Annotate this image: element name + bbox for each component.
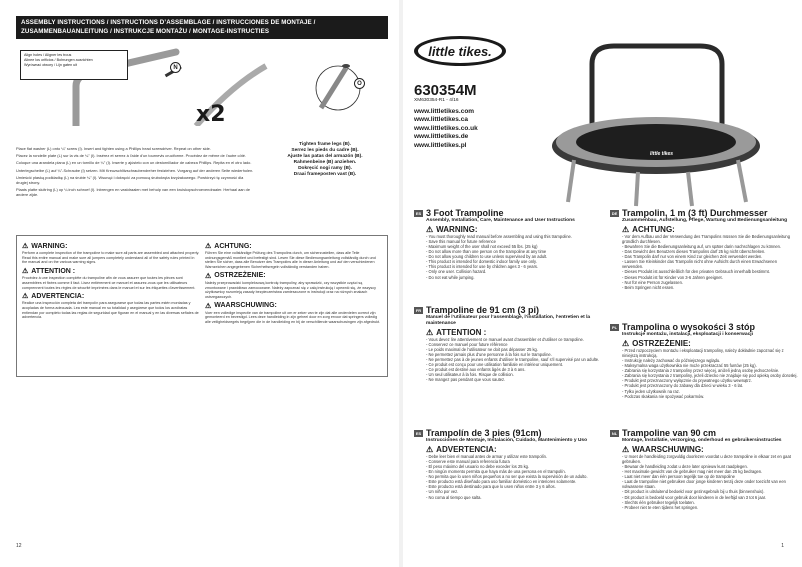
align-holes-callout [20,50,128,80]
brand-logo [414,36,506,66]
warning-title: ⚠ ACHTUNG: [205,242,252,250]
section-subtitle: Instrukcje montażu, instalacji, eksploatacji i konserwacji [622,332,754,337]
warning-list [622,234,798,290]
warning-body: Führen Sie eine vollständige Prüfung des Trampolins durch, um sicherzustellen, dass alle Teile ordnungsgemäß montiert und befestigt sind. Lesen Sie diese Bedienungsanleitung vollständig durch und stellen Sie sicher, dass alle Benutzer des Trampolins alle in dieser Anleitung und auf den verschiedenen Warnzeichen angegebenen Sicherheitsregeln vollständig verstanden haben. [205,251,376,270]
warning-body: Voer een volledige inspectie van de trampoline uit om er zeker van te zijn dat alle onderdelen correct zijn gemonteerd en bevestigd. Lees deze handleiding in zijn geheel door en zorg ervoor dat springers volledig alle veiligheidsregels begrijpen die in de handleiding en bij de verschillende waarschuwingen zijn afgedrukt. [205,310,381,325]
tighten-line: Tighten frame legs (B). [299,142,351,147]
websites-list [414,108,478,150]
warning-item: - Produkt jest przeznaczony wyłącznie do prywatnego użytku wewnątrz. [622,378,798,383]
warning-triangle-icon: ⚠ [426,444,434,454]
warning-item: - Do not eat while jumping. [426,275,602,280]
section-subtitle: Instrucciones de Montaje, Instalación, Cuidado, Mantenimiento y Uso [426,438,588,443]
model-number: 630354M [414,82,477,99]
warning-list [622,348,798,399]
warning-item: - This product is intended for domestic indoor family use only. [426,259,602,264]
tighten-line: Serrez les pieds du cadre (B). [291,148,359,153]
tighten-line: Ajuste las patas del armazón (B). [287,154,363,159]
warning-item: - Dit product is uitsluitend bedoeld voor gezinsgebruik bij u thuis (binnenshuis). [622,489,798,494]
warning-item: - Nur für eine Person zugelassen. [622,280,798,285]
section-title: DE Trampolin, 1 m (3 ft) Durchmesser [611,208,768,218]
warning-item: - Przed rozpoczęciem montażu i eksploatacji trampoliny, należy dokładnie zapoznać się z niniejszą instrukcją. [622,348,798,358]
page-gutter [399,0,403,567]
warning-item: - Conserve este manual para referencia futura [426,459,602,464]
warning-body: Realice una inspección completa del trampolín para asegurarse que todas las partes estén montadas y acopladas de forma adecuada. Lea este manual en su totalidad y asegúrese que todos los acróbatas entiendan por completo todas las reglas de seguridad que figuran en el manual y en las diversas señales de advertencia. [22,301,199,320]
language-tag: FR [415,307,422,313]
warning-body: Perform a complete inspection of the trampoline to make sure all parts are assembled and attached properly. Read this entire manual and make sure all jumpers completely understand all of the safety rules printed in the manual and on the various warning signs. [22,251,200,265]
warning-item: - Laat niet meer dan één persoon tegelijk toe op de trampoline [622,474,798,479]
warning-item: - No permita que lo usen niños pequeños a no ser que exista la supervisión de un adulto. [426,474,602,479]
warning-item: - Podczas skakania nie spożywać pokarmów. [622,394,798,399]
trampoline-drawing [538,34,800,209]
warning-item: - Debe leer bien el manual antes de armar y utilizar este trampolín. [426,454,602,459]
step-text: Place flat washer (L) onto ¼" screw (I). Insert and tighten using a Phillips head screwdriver. Repeat on other side. [16,146,211,151]
warning-title: ⚠ OSTRZEŻENIE: [205,272,266,280]
warning-item: - Un seul utilisateur à la fois. Risque de collision. [426,372,602,377]
assembly-header: ASSEMBLY INSTRUCTIONS / INSTRUCTIONS D’ASSEMBLAGE / INSTRUCCIONES DE MONTAJE / ZUSAMMENBAUANLEITUNG / INSTRUKCJE MONTAŻU / MONTAGE-INSTRUCTIES [16,16,388,39]
warning-item: - Bewaar de handleiding zodat u deze later opnieuw kunt raadplegen. [622,464,798,469]
trampoline-brand-label: little tikes [650,151,674,157]
section-subtitle: Manuel de l’utilisateur pour l’assemblage, l’installation, l’entretien et la maintenance [426,315,591,326]
warning-item: - Bewahren Sie die Bedienungsanleitung auf, um später darin nachschlagen zu können. [622,244,798,249]
website-link[interactable]: www.littletikes.de [414,133,469,141]
warning-item: - Zabrania się korzystania z trampoliny przez więcej, aniżeli jedną osobę jednocześnie. [622,368,798,373]
step-text: Coloque una arandela plana (L) en un tornillo de ¼" (I). Inserte y ajústelo con un destornillador de cabeza Phillips. Repita en el otro lado. [16,160,252,166]
logo-text: little tikes. [418,39,502,63]
warning-list [426,234,602,280]
warning-item: - Este producto está destinado para que lo usen niños entre 3 y 6 años. [426,484,602,489]
step-text: Umieścić płaską podkładkę (L) na śrubie ¼" (I). Wsunąć i dokręcić za pomocą śrubokręta krzyżakowego. Powtórzyć tę czynność dla drugiej strony. [16,174,244,186]
language-tag: PL [611,324,618,330]
warning-item: - Do not allow more than one person on the trampoline at any time [426,249,602,254]
warning-triangle-icon: ⚠ [22,243,29,250]
step-text: Unterlegscheibe (L) auf ¼"-Schraube (I) setzen. Mit Kreuzschlitzschraubendreher festziehen. Vorgang auf der anderen Seite wiederholen. [16,167,254,173]
section-title: PL Trampolina o wysokości 3 stóp [611,322,756,332]
section-warning: ⚠ ACHTUNG: [622,224,675,234]
language-tag: DE [611,210,618,216]
warnings-column-right [205,240,383,327]
website-link[interactable]: www.littletikes.co.uk [414,124,478,132]
warning-item: - Dieses Produkt ist ausschließlich für den privaten Gebrauch innerhalb bestimmt. [622,269,798,274]
warning-item: - El peso máximo del usuario no debe exceder los 25 kg. [426,464,602,469]
warning-item: - Le poids maximal de l’utilisateur ne doit pas dépasser 25 kg. [426,347,602,352]
warning-triangle-icon: ⚠ [205,272,212,280]
section-title: ES Trampolín de 3 pies (91cm) [415,428,542,438]
warning-item: - This product is intended for use by children ages 3 - 6 years. [426,264,602,269]
tighten-line: Draai frameposten vast (B). [293,172,357,177]
website-link[interactable]: www.littletikes.ca [414,116,468,124]
warning-triangle-icon: ⚠ [622,444,630,454]
warning-triangle-icon: ⚠ [622,224,630,234]
warning-item: - No coma al tiempo que salta. [426,495,602,500]
page-number-left: 12 [16,543,22,549]
section-subtitle: Montage, Installatie, verzorging, onderhoud en gebruikersinstructies [622,438,782,443]
warning-item: - Ce produit est conçu pour une utilisation familiale en intérieur uniquement. [426,362,602,367]
section-subtitle: Zusammenbau, Aufstellung, Pflege, Wartung und Bedienungsanleitung [622,218,788,223]
section-warning: ⚠ ATTENTION : [426,327,487,337]
website-link[interactable]: www.littletikes.pl [414,141,467,149]
quantity-label: x2 [196,102,226,127]
warning-item: - Ne permettez jamais plus d’une personne à la fois sur le trampoline. [426,352,602,357]
warning-item: - Conservez ce manuel pour future référence [426,342,602,347]
warning-triangle-icon: ⚠ [22,268,29,276]
step-text: Placez la rondelle plate (L) sur la vis de ¼" (I). Insérez et serrez à l’aide d’un tournevis cruciforme. Procédez de même de l’autre côté. [16,153,246,159]
assembly-steps [16,146,256,200]
warning-title: ⚠ WARNING: [22,242,68,250]
inspection-warnings [16,235,388,377]
section-title: FR Trampoline de 91 cm (3 pi) [415,305,540,315]
section-spanish [414,428,602,500]
warning-item: - Maksymalna waga użytkownika nie może przekraczać 55 funtów (25 kg). [622,363,798,368]
warning-triangle-icon: ⚠ [426,327,434,337]
section-title: ES 3 Foot Trampoline [415,208,504,218]
warning-item: - Save this manual for future reference [426,239,602,244]
warning-item: - Ne mangez pas pendant que vous sautez. [426,377,602,382]
section-dutch [610,428,798,510]
warning-item: - U moet de handleiding zorgvuldig doorlezen voordat u deze trampoline in elkaar zet en gaat gebruiken. [622,454,798,464]
warning-item: - Het maximale gewicht van de gebruiker mag niet meer dan 25 kg bedragen. [622,469,798,474]
warning-item: - Este producto está diseñado para uso familiar doméstico en interiores solamente. [426,479,602,484]
warning-triangle-icon: ⚠ [205,243,212,250]
warning-item: - Maximum weight of the user shall not exceed 55 lbs. (25 kg) [426,244,602,249]
warning-triangle-icon: ⚠ [22,293,29,301]
trampoline-illustration [538,34,800,209]
website-link[interactable]: www.littletikes.com [414,108,475,115]
warning-title: ⚠ WAARSCHUWING: [205,302,277,310]
warning-item: - Slechts één gebruiker tegelijk toelaten. [622,500,798,505]
section-warning: ⚠ ADVERTENCIA: [426,444,497,454]
warnings-column-left [22,240,200,322]
warning-item: - Beim Springen nicht essen. [622,285,798,290]
part-label-o: O [354,78,365,89]
warning-item: - Zabrania się korzystania z trampoliny, jeżeli dziecko nie znajduje się pod opieką osoby dorosłej. [622,373,798,378]
warning-item: - Ne permettez pas à de jeunes enfants d’utiliser le trampoline, sauf s’il supervisé par un adulte. [426,357,602,362]
warning-item: - Dieses Produkt ist für Kinder von 3-6 Jahren geeignet. [622,275,798,280]
warning-body: Należy przeprowadzić kompleksową kontrolę trampoliny, aby sprawdzić, czy wszystkie części są zmontowane i prawidłowo zamocowane. Należy zapoznać się z całą instrukcją i upewnić się, że wszyscy użytkownicy rozumieją zasady bezpieczeństwa zamieszczone w instrukcji oraz na różnych znakach ostrzegawczych. [205,280,376,299]
section-title: NL Trampoline van 90 cm [611,428,717,438]
warning-body: Procédez à une inspection complète du trampoline afin de vous assurer que toutes les pièces sont assemblées et fixées comme il faut. Lisez entièrement ce manuel et assurez-vous que les utilisateurs comprennent toutes les règles de sécurité imprimées dans le manuel et sur les étiquettes d’avertissement. [22,276,196,290]
align-line-1: Align holes / Aligner les trous [24,53,72,57]
tighten-line: Rahmenbeine (B) anziehen. [293,160,357,165]
align-line-3: Wyrównać otwory / Lijn gaten uit [24,62,78,67]
warning-item: - Vous devez lire attentivement ce manuel avant d’assembler et d’utiliser ce trampoline. [426,337,602,342]
warning-list [426,337,602,383]
part-label-n: N [170,62,181,73]
step-text: Plaats platte sluitring (L) op ¼ inch schroef (I). Inbrengen en vastdraaien met behulp van een kruiskopschroevendraaier. Herhaal aan de andere zijde. [16,187,251,198]
language-tag: NL [611,430,618,436]
align-line-2: Alinee los orificios / Bohrungen ausrichten [24,57,93,62]
language-tag: ES [415,210,422,216]
tighten-line: Dokręcić nogi ramy (B). [298,166,352,171]
section-warning: ⚠ WAARSCHUWING: [622,444,704,454]
language-tag: ES [415,430,422,436]
section-polish [610,322,798,399]
section-subtitle: Assembly, Installation, Care, Maintenance and User Instructions [426,218,575,223]
warning-item: - Lassen Sie Kleinkinder das Trampolin nicht ohne Aufsicht durch einen Erwachsenen verwenden. [622,259,798,269]
right-page [404,0,802,567]
warning-triangle-icon: ⚠ [622,338,630,348]
warning-item: - Do not allow young children to use unless supervised by an adult. [426,254,602,259]
warning-item: - You must thoroughly read manual before assembling and using this trampoline. [426,234,602,239]
warning-list [426,454,602,500]
warning-title: ⚠ ADVERTENCIA: [22,292,85,301]
section-english [414,208,602,280]
warning-item: - Tylko jeden użytkownik na raz. [622,389,798,394]
warning-triangle-icon: ⚠ [205,302,212,310]
section-warning: ⚠ OSTRZEŻENIE: [622,338,691,348]
tighten-caption [262,142,388,178]
section-warning: ⚠ WARNING: [426,224,478,234]
section-french [414,305,602,382]
page-number-right: 1 [781,543,784,549]
assembly-illustration [16,46,388,126]
warning-title: ⚠ ATTENTION : [22,267,76,276]
section-german [610,208,798,290]
warning-item: - Produkt jest przeznaczony do zabawy dla dzieci w wieku 3 - 6 lat. [622,383,798,388]
warning-item: - Dit product is bedoeld voor gebruik door kinderen in de leeftijd van 3 tot 6 jaar. [622,495,798,500]
warning-list [622,454,798,510]
warning-item: - En ningún momento permita que haya más de una persona en el trampolín. [426,469,602,474]
model-code: XM630354-R1 - 4/16 [414,98,459,103]
warning-item: - Das Gewicht des Benutzers dieses Trampolins darf 25 kg nicht überschreiten. [622,249,798,254]
warning-triangle-icon: ⚠ [426,224,434,234]
warning-item: - Only one user. Collision hazard. [426,269,602,274]
warning-item: - Vor dem Aufbau und der Verwendung des Trampolins müssen Sie die Bedienungsanleitung gründlich durchlesen. [622,234,798,244]
warning-item: - Laat de trampoline niet gebruiken door jonge kinderen tenzij deze onder toezicht van een volwassene staan. [622,479,798,489]
warning-item: - Probeer niet te eten tijdens het springen. [622,505,798,510]
warning-item: - Ce produit est destiné aux enfants âgés de 3 à 6 ans. [426,367,602,372]
warning-item: - Un niño por vez. [426,489,602,494]
warning-item: - Instrukcję należy zachować do późniejszego wglądu. [622,358,798,363]
warning-item: - Das Trampolin darf nur von einem Kind zur gleichen Zeit verwendet werden. [622,254,798,259]
left-page [0,0,398,567]
